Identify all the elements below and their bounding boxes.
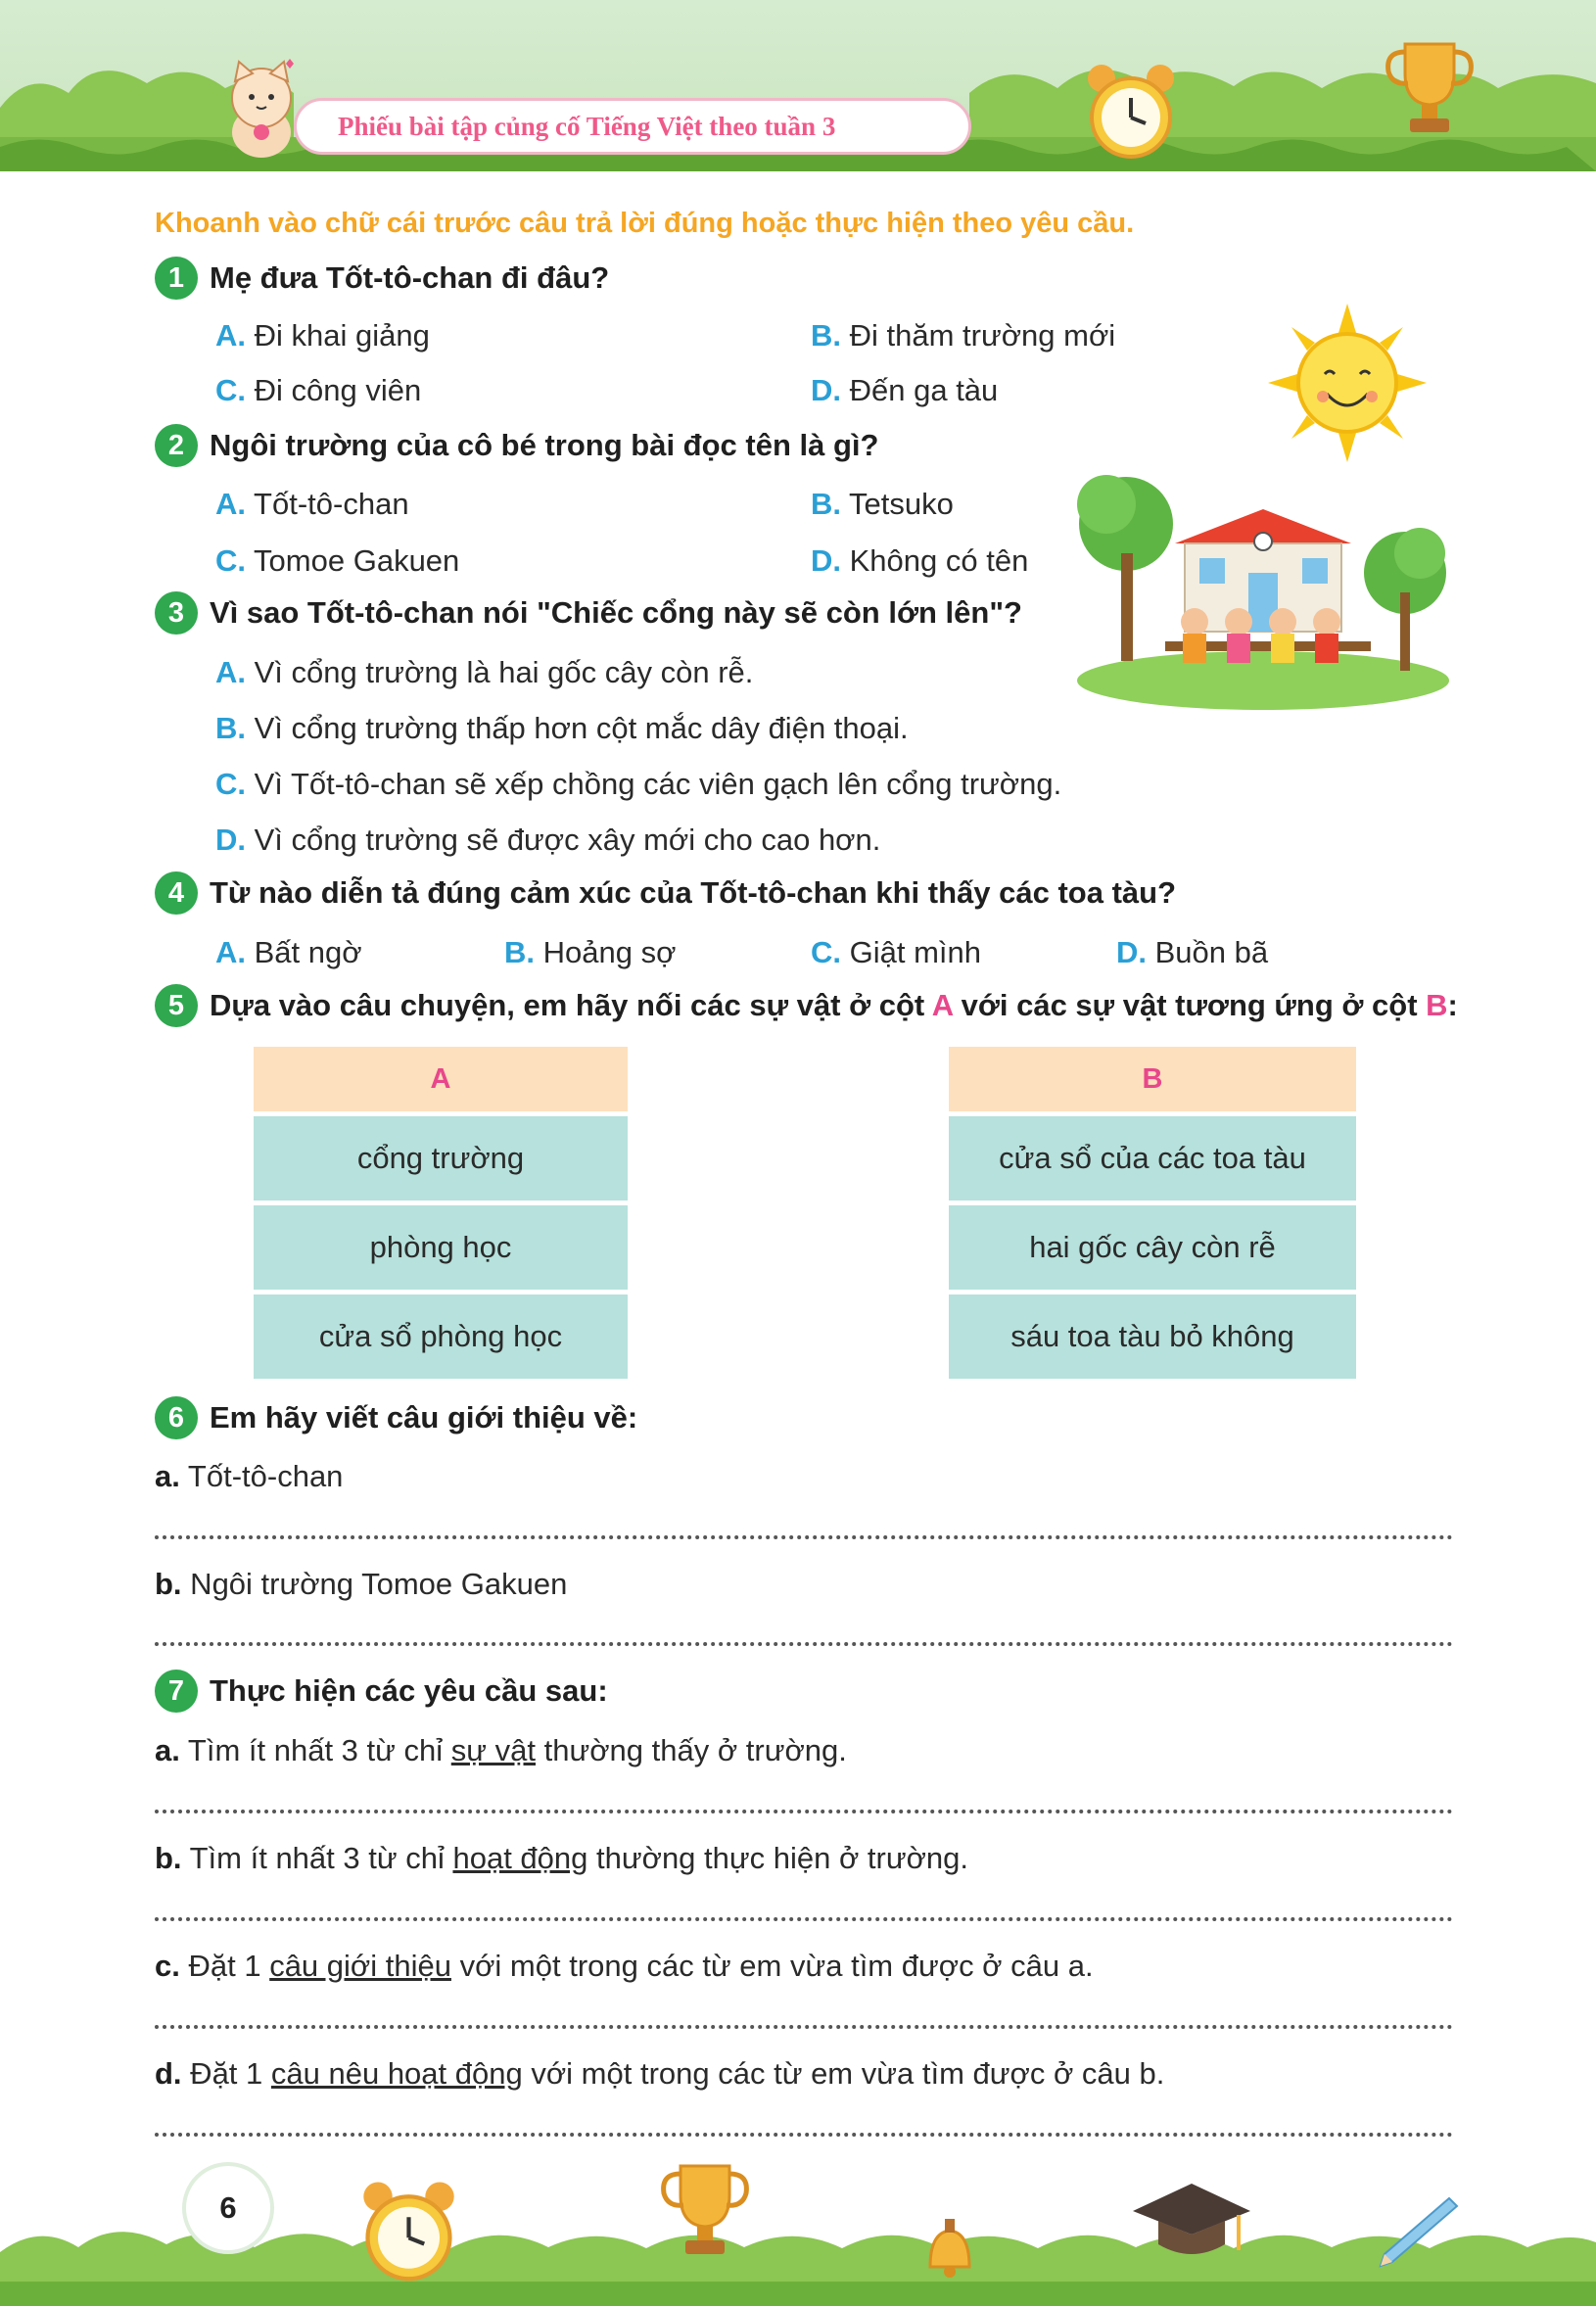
sub-item-b: b. Tìm ít nhất 3 từ chỉ hoạt động thường thực hiện ở trường. — [155, 1841, 969, 1875]
option-d[interactable]: D. Vì cổng trường sẽ được xây mới cho cao hơn. — [215, 823, 881, 857]
option-d[interactable]: D. Buồn bã — [1116, 935, 1269, 969]
answer-line[interactable] — [155, 1535, 1453, 1539]
cat-mascot-icon — [217, 54, 305, 162]
sub-item-a: a. Tìm ít nhất 3 từ chỉ sự vật thường thấy ở trường. — [155, 1733, 847, 1767]
question-2 — [155, 424, 878, 467]
question-number: 5 — [155, 984, 198, 1027]
option-a[interactable]: A. Đi khai giảng — [215, 318, 430, 353]
sub-item-a: a. Tốt-tô-chan — [155, 1459, 344, 1493]
question-3 — [155, 591, 1022, 635]
column-a — [254, 1047, 628, 1384]
option-c[interactable]: C. Giật mình — [811, 935, 981, 969]
match-item[interactable]: cửa sổ của các toa tàu — [949, 1116, 1356, 1200]
option-b[interactable]: B. Vì cổng trường thấp hơn cột mắc dây điện thoại. — [215, 711, 909, 745]
question-4 — [155, 871, 1176, 915]
school-illustration — [1067, 465, 1454, 710]
question-number: 7 — [155, 1670, 198, 1713]
column-a-header: A — [254, 1047, 628, 1111]
pencil-icon — [1371, 2193, 1459, 2272]
question-text: Dựa vào câu chuyện, em hãy nối các sự vật ở cột A với các sự vật tương ứng ở cột B: — [210, 988, 1458, 1022]
option-a[interactable]: A. Tốt-tô-chan — [215, 487, 409, 521]
option-a[interactable]: A. Vì cổng trường là hai gốc cây còn rễ. — [215, 655, 754, 689]
option-d[interactable]: D. Đến ga tàu — [811, 373, 999, 407]
answer-line[interactable] — [155, 2025, 1453, 2029]
column-b-header: B — [949, 1047, 1356, 1111]
question-5 — [155, 984, 1458, 1027]
option-c[interactable]: C. Vì Tốt-tô-chan sẽ xếp chồng các viên gạch lên cổng trường. — [215, 767, 1062, 801]
page-number: 6 — [182, 2162, 274, 2254]
option-b[interactable]: B. Hoảng sợ — [504, 935, 677, 969]
question-7 — [155, 1670, 608, 1713]
question-number: 4 — [155, 871, 198, 915]
worksheet-title: Phiếu bài tập củng cố Tiếng Việt theo tuần 3 — [294, 98, 971, 155]
sun-icon — [1268, 304, 1427, 462]
trophy-icon — [1381, 34, 1479, 142]
alarm-clock-icon — [1082, 59, 1180, 166]
question-text: Ngôi trường của cô bé trong bài đọc tên là gì? — [210, 428, 879, 462]
question-number: 3 — [155, 591, 198, 635]
question-1 — [155, 257, 609, 300]
match-item[interactable]: cửa sổ phòng học — [254, 1294, 628, 1379]
question-text: Vì sao Tốt-tô-chan nói "Chiếc cổng này sẽ còn lớn lên"? — [210, 595, 1022, 630]
option-d[interactable]: D. Không có tên — [811, 543, 1029, 578]
option-a[interactable]: A. Bất ngờ — [215, 935, 362, 969]
option-b[interactable]: B. Đi thăm trường mới — [811, 318, 1116, 353]
question-text: Em hãy viết câu giới thiệu về: — [210, 1400, 638, 1435]
graduation-cap-icon — [1131, 2174, 1253, 2272]
sub-item-d: d. Đặt 1 câu nêu hoạt động với một trong các từ em vừa tìm được ở câu b. — [155, 2056, 1165, 2091]
option-c[interactable]: C. Đi công viên — [215, 373, 422, 407]
answer-line[interactable] — [155, 2133, 1453, 2137]
answer-line[interactable] — [155, 1810, 1453, 1813]
question-6 — [155, 1396, 637, 1439]
match-item[interactable]: hai gốc cây còn rễ — [949, 1205, 1356, 1290]
bell-icon — [915, 2213, 984, 2282]
question-number: 2 — [155, 424, 198, 467]
option-c[interactable]: C. Tomoe Gakuen — [215, 543, 460, 578]
question-number: 1 — [155, 257, 198, 300]
match-item[interactable]: sáu toa tàu bỏ không — [949, 1294, 1356, 1379]
alarm-clock-icon — [357, 2174, 460, 2291]
question-number: 6 — [155, 1396, 198, 1439]
sub-item-b: b. Ngôi trường Tomoe Gakuen — [155, 1567, 568, 1601]
instruction-text: Khoanh vào chữ cái trước câu trả lời đúng hoặc thực hiện theo yêu cầu. — [155, 208, 1135, 239]
question-text: Từ nào diễn tả đúng cảm xúc của Tốt-tô-chan khi thấy các toa tàu? — [210, 875, 1177, 910]
column-b — [949, 1047, 1356, 1384]
match-item[interactable]: phòng học — [254, 1205, 628, 1290]
question-text: Thực hiện các yêu cầu sau: — [210, 1673, 608, 1708]
sub-item-c: c. Đặt 1 câu giới thiệu với một trong các từ em vừa tìm được ở câu a. — [155, 1949, 1094, 1983]
answer-line[interactable] — [155, 1642, 1453, 1646]
question-text: Mẹ đưa Tốt-tô-chan đi đâu? — [210, 260, 610, 295]
match-item[interactable]: cổng trường — [254, 1116, 628, 1200]
trophy-icon — [656, 2156, 754, 2264]
option-b[interactable]: B. Tetsuko — [811, 487, 954, 521]
header-banner — [0, 0, 1596, 171]
answer-line[interactable] — [155, 1917, 1453, 1921]
